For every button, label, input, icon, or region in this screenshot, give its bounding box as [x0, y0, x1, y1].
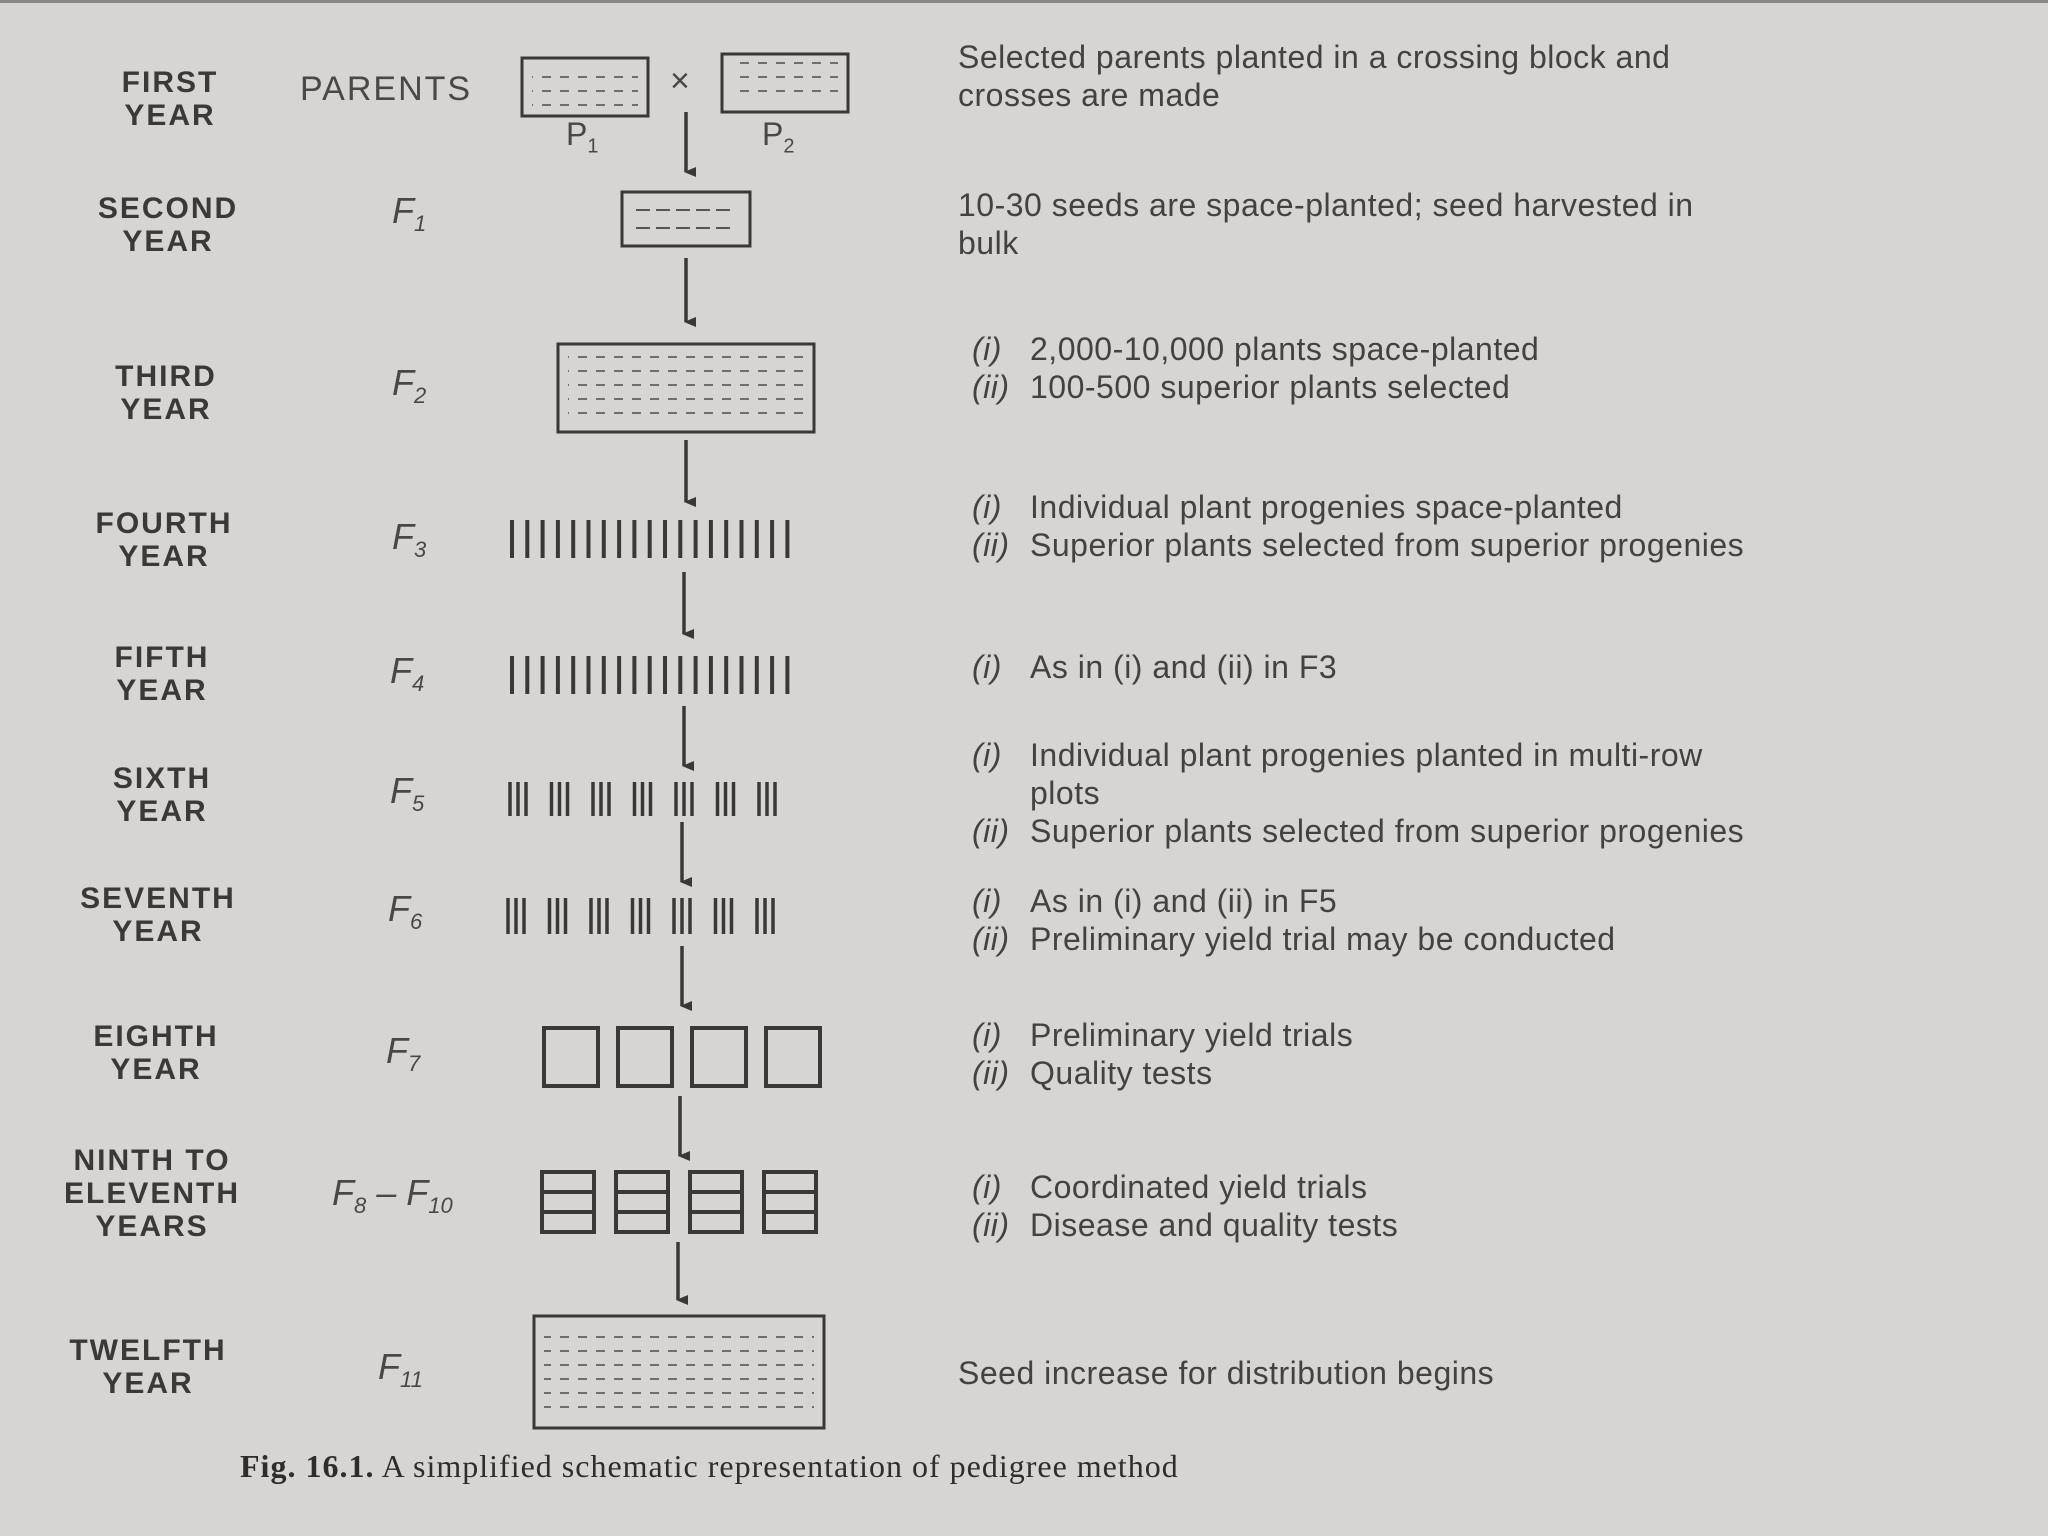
- roman-numeral: (i): [972, 649, 1002, 685]
- year-label-eighth: EIGHTH YEAR: [93, 1020, 219, 1086]
- desc-line: 10-30 seeds are space-planted; seed harvested in: [958, 187, 1694, 223]
- gen-label-f4: $F_4$: [390, 650, 425, 697]
- f4-progeny-rows: [512, 656, 787, 694]
- desc-line: Superior plants selected from superior progenies: [1030, 813, 1745, 849]
- desc-line: Selected parents planted in a crossing block and: [958, 39, 1671, 75]
- year-label-sixth: SIXTH YEAR: [112, 762, 212, 828]
- desc-line: Preliminary yield trials: [1030, 1017, 1354, 1053]
- desc-line: bulk: [958, 225, 1019, 261]
- desc-line: 2,000-10,000 plants space-planted: [1030, 331, 1540, 367]
- year-label-ninth-to-eleventh: NINTH TO ELEVENTH YEARS: [63, 1144, 241, 1243]
- f7-yield-trial-plots: [544, 1028, 820, 1086]
- roman-numeral: (ii): [972, 369, 1010, 405]
- parent-plot-p2: [722, 54, 848, 112]
- desc-line: Seed increase for distribution begins: [958, 1355, 1495, 1391]
- roman-numeral: (i): [972, 1169, 1002, 1205]
- f11-seed-increase-plot: [534, 1316, 824, 1428]
- p2-label: $P_2$: [762, 116, 795, 158]
- desc-third-year: [972, 330, 1539, 406]
- parent-plot-p1: [522, 58, 648, 116]
- gen-label-f11: $F_{11}$: [378, 1346, 423, 1393]
- f3-progeny-rows: [512, 520, 787, 558]
- gen-label-f5: $F_5$: [390, 770, 425, 817]
- flow-arrows: [678, 112, 686, 1300]
- cross-symbol: ×: [670, 62, 690, 100]
- roman-numeral: (i): [972, 883, 1002, 919]
- desc-line: Coordinated yield trials: [1030, 1169, 1368, 1205]
- f5-multirow-plots: [510, 782, 775, 816]
- p1-label: $P_1$: [566, 116, 599, 158]
- f1-plot: [622, 192, 750, 246]
- year-label-seventh: SEVENTH YEAR: [80, 882, 236, 948]
- gen-label-f2: $F_2$: [392, 362, 427, 409]
- desc-fifth-year: [972, 648, 1337, 686]
- roman-numeral: (ii): [972, 921, 1010, 957]
- figure-caption-text: A simplified schematic representation of pedigree method: [381, 1448, 1179, 1484]
- desc-ninth-to-eleventh-years: [972, 1168, 1398, 1244]
- year-label-fourth: FOURTH YEAR: [95, 507, 233, 573]
- desc-second-year: [958, 186, 1694, 262]
- year-label-third: THIRD YEAR: [115, 360, 217, 426]
- desc-line: Disease and quality tests: [1030, 1207, 1399, 1243]
- year-label-fifth: FIFTH YEAR: [114, 641, 210, 707]
- desc-seventh-year: [972, 882, 1616, 958]
- roman-numeral: (i): [972, 737, 1002, 773]
- figure-caption: [240, 1448, 1740, 1485]
- desc-line: Quality tests: [1030, 1055, 1213, 1091]
- gen-label-f7: $F_7$: [386, 1030, 421, 1077]
- desc-twelfth-year: [958, 1354, 1494, 1392]
- desc-eighth-year: [972, 1016, 1353, 1092]
- desc-line: plots: [1030, 775, 1101, 811]
- gen-label-f8-f10: $F_8 - F_{10}$: [332, 1172, 453, 1219]
- f6-multirow-plots: [508, 898, 773, 934]
- desc-line: crosses are made: [958, 77, 1221, 113]
- desc-line: As in (i) and (ii) in F5: [1030, 883, 1338, 919]
- desc-line: 100-500 superior plants selected: [1030, 369, 1511, 405]
- desc-sixth-year: [972, 736, 1744, 850]
- year-label-twelfth: TWELFTH YEAR: [69, 1334, 227, 1400]
- parents-label: PARENTS: [300, 70, 473, 108]
- year-label-first: FIRST YEAR: [121, 66, 219, 132]
- roman-numeral: (i): [972, 1017, 1002, 1053]
- roman-numeral: (ii): [972, 527, 1010, 563]
- desc-line: Individual plant progenies space-planted: [1030, 489, 1623, 525]
- desc-line: As in (i) and (ii) in F3: [1030, 649, 1338, 685]
- figure-number: Fig. 16.1.: [240, 1448, 375, 1484]
- desc-line: Preliminary yield trial may be conducted: [1030, 921, 1616, 957]
- f2-plot: [558, 344, 814, 432]
- roman-numeral: (i): [972, 489, 1002, 525]
- roman-numeral: (ii): [972, 1207, 1010, 1243]
- gen-label-f6: $F_6$: [388, 888, 423, 935]
- desc-first-year: [958, 38, 1670, 114]
- f8-f10-coordinated-trial-plots: [542, 1172, 816, 1232]
- gen-label-f1: $F_1$: [392, 190, 427, 237]
- roman-numeral: (ii): [972, 813, 1010, 849]
- roman-numeral: (i): [972, 331, 1002, 367]
- gen-label-f3: $F_3$: [392, 516, 427, 563]
- desc-fourth-year: [972, 488, 1744, 564]
- desc-line: Individual plant progenies planted in multi-row: [1030, 737, 1703, 773]
- year-label-second: SECOND YEAR: [97, 192, 239, 258]
- desc-line: Superior plants selected from superior progenies: [1030, 527, 1745, 563]
- roman-numeral: (ii): [972, 1055, 1010, 1091]
